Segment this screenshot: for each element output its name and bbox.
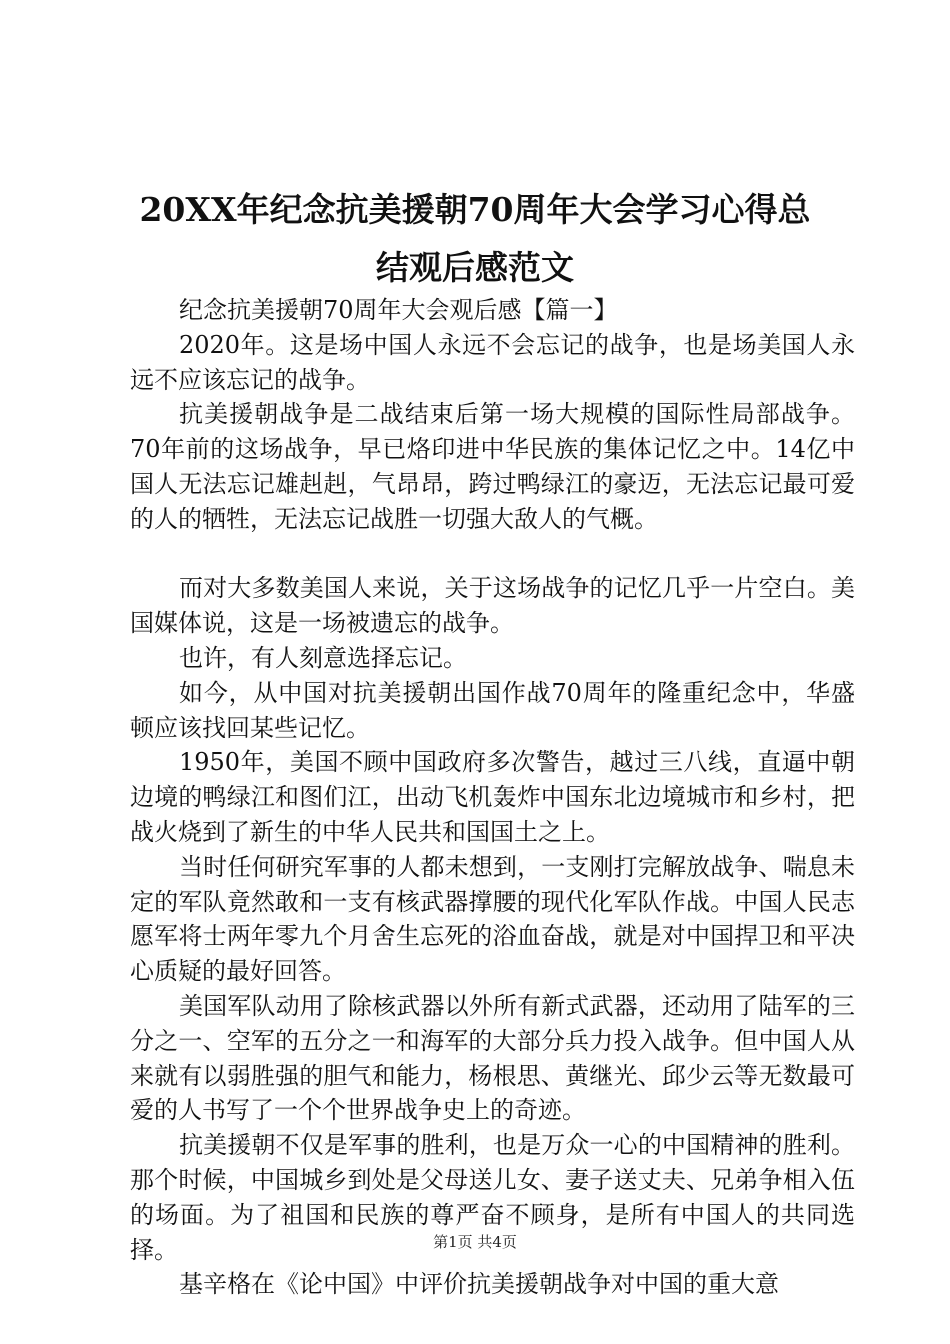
paragraph: 抗美援朝战争是二战结束后第一场大规模的国际性局部战争。70年前的这场战争，早已烙印进中华民族的集体记忆之中。14亿中国人无法忘记雄赳赳，气昂昂，跨过鸭绿江的豪迈，无法忘记最可爱的人的牺牲，无法忘记战胜一切强大敌人的气概。 — [130, 400, 855, 533]
paragraph: 美国军队动用了除核武器以外所有新式武器，还动用了陆军的三分之一、空军的五分之一和海军的大部分兵力投入战争。但中国人从来就有以弱胜强的胆气和能力，杨根思、黄继光、邱少云等无数最可爱的人书写了一个个世界战争史上的奇迹。 — [130, 991, 855, 1125]
paragraph: 抗美援朝不仅是军事的胜利，也是万众一心的中国精神的胜利。那个时候，中国城乡到处是父母送儿女、妻子送丈夫、兄弟争相入伍的场面。为了祖国和民族的尊严奋不顾身，是所有中国人的共同选择。 — [130, 1131, 855, 1264]
document-body — [130, 293, 855, 1302]
paragraph: 基辛格在《论中国》中评价抗美援朝战争对中国的重大意 — [179, 1270, 779, 1299]
page-number-footer: 第1页 共4页 — [433, 1233, 517, 1251]
document-title-line-1: 20XX年纪念抗美援朝70周年大会学习心得总 — [139, 190, 811, 229]
paragraph: 1950年，美国不顾中国政府多次警告，越过三八线，直逼中朝边境的鸭绿江和图们江，出动飞机轰炸中国东北边境城市和乡村，把战火烧到了新生的中华人民共和国国土之上。 — [130, 748, 855, 846]
paragraph: 也许，有人刻意选择忘记。 — [179, 643, 467, 672]
paragraph: 2020年。这是场中国人永远不会忘记的战争，也是场美国人永远不应该忘记的战争。 — [130, 330, 855, 394]
section-heading: 纪念抗美援朝70周年大会观后感【篇一】 — [179, 296, 618, 324]
document-title-line-2: 结观后感范文 — [376, 248, 574, 287]
paragraph: 如今，从中国对抗美援朝出国作战70周年的隆重纪念中，华盛顿应该找回某些记忆。 — [130, 678, 855, 742]
paragraph: 当时任何研究军事的人都未想到，一支刚打完解放战争、喘息未定的军队竟然敢和一支有核武器撑腰的现代化军队作战。中国人民志愿军将士两年零九个月舍生忘死的浴血奋战，就是对中国捍卫和平决心质疑的最好回答。 — [130, 852, 855, 986]
paragraph: 而对大多数美国人来说，关于这场战争的记忆几乎一片空白。美国媒体说，这是一场被遗忘的战争。 — [130, 574, 855, 638]
